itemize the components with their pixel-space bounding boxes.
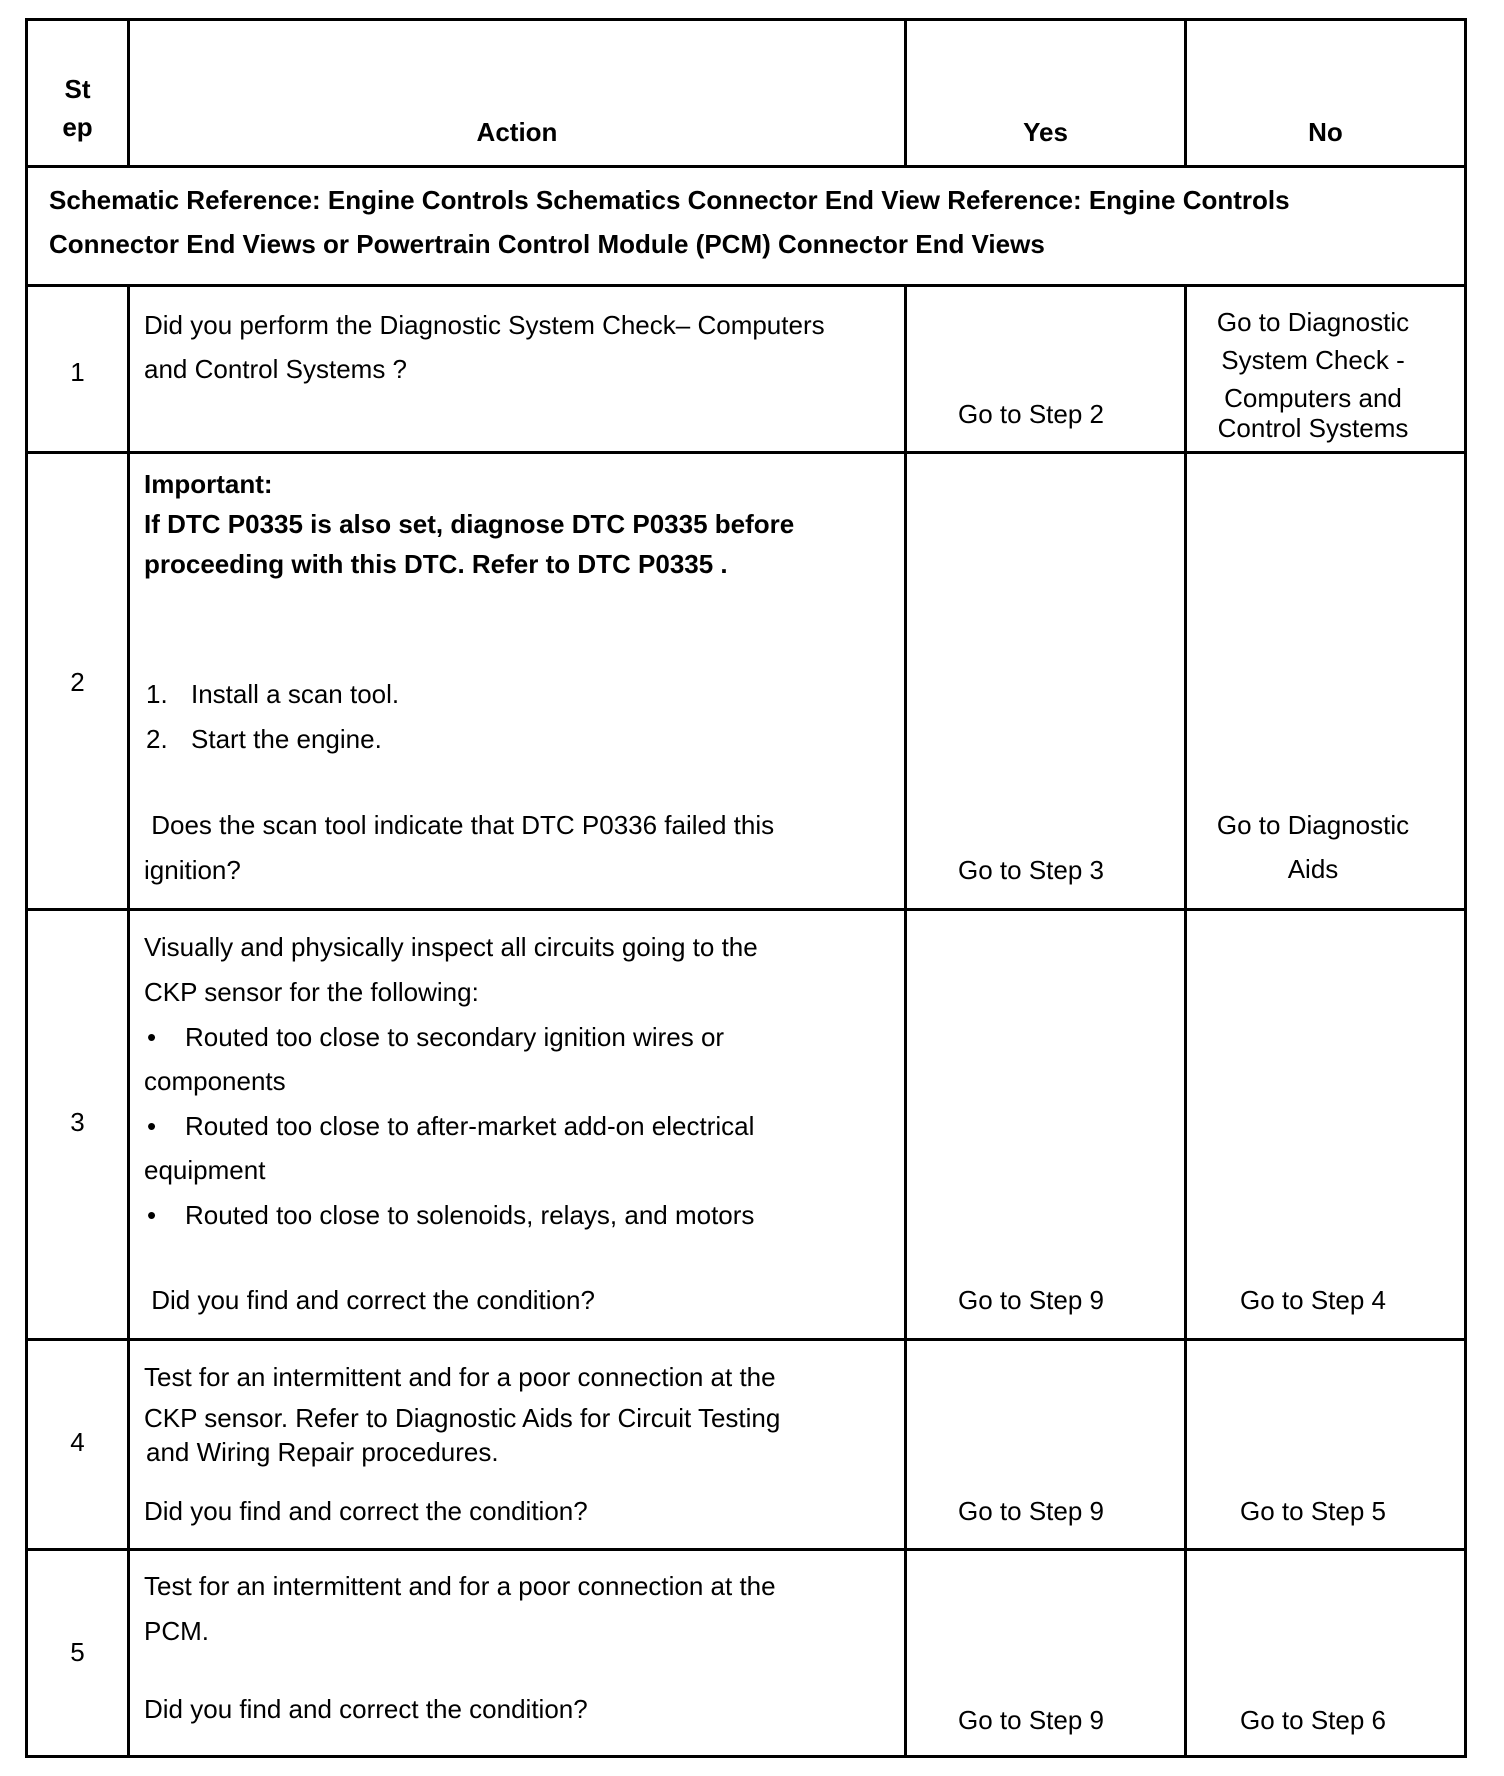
bullet: •	[147, 1200, 157, 1230]
bullet: •	[147, 1111, 157, 1141]
header-yes: Yes	[1023, 117, 1068, 147]
question-text: Did you find and correct the condition?	[144, 1285, 595, 1315]
yes-link[interactable]: Go to Step 2	[958, 399, 1104, 429]
row-divider	[25, 451, 1467, 454]
list-item: Start the engine.	[191, 724, 382, 754]
header-action: Action	[476, 117, 558, 147]
header-step-line: ep	[62, 112, 93, 142]
action-text: Visually and physically inspect all circuits going to the	[144, 932, 758, 962]
step-number: 1	[70, 357, 85, 387]
step-number: 3	[70, 1107, 85, 1137]
header-step	[28, 70, 127, 146]
row-divider	[25, 908, 1467, 911]
schematic-reference-line: Connector End Views or Powertrain Control Module (PCM) Connector End Views	[49, 229, 1045, 259]
bullet-text: components	[144, 1066, 286, 1096]
no-link-line: Go to Diagnostic	[1216, 810, 1410, 840]
question-text: Did you find and correct the condition?	[144, 1694, 588, 1724]
row-divider	[25, 1548, 1467, 1551]
action-text: PCM.	[144, 1616, 209, 1646]
action-text: and Control Systems ?	[144, 354, 408, 384]
bullet-text: equipment	[144, 1155, 266, 1185]
header-divider	[25, 165, 1467, 168]
action-text: CKP sensor for the following:	[144, 977, 479, 1007]
no-link[interactable]: Go to Step 5	[1240, 1496, 1386, 1526]
header-step-line: St	[64, 74, 91, 104]
step-number: 2	[70, 667, 85, 697]
yes-link[interactable]: Go to Step 9	[958, 1285, 1104, 1315]
no-link-line: System Check -	[1221, 345, 1405, 375]
question-text: Did you find and correct the condition?	[144, 1496, 588, 1526]
important-label: Important:	[144, 469, 273, 499]
no-link[interactable]: Go to Step 4	[1240, 1285, 1386, 1315]
column-divider	[904, 284, 907, 1758]
no-link[interactable]: Go to Step 6	[1240, 1705, 1386, 1735]
important-text: If DTC P0335 is also set, diagnose DTC P0335 before	[144, 509, 795, 539]
action-text: Test for an intermittent and for a poor connection at the	[144, 1571, 776, 1601]
no-link[interactable]	[1187, 803, 1439, 891]
action-text: and Wiring Repair procedures.	[146, 1437, 499, 1467]
no-link-line: Aids	[1287, 854, 1339, 884]
column-divider	[1184, 284, 1187, 1758]
bullet: •	[147, 1022, 157, 1052]
row-divider	[25, 1338, 1467, 1341]
reference-divider	[25, 284, 1467, 287]
bullet-text: Routed too close to after-market add-on electrical	[185, 1111, 755, 1141]
list-number: 2.	[146, 724, 168, 754]
no-link[interactable]	[1187, 307, 1439, 444]
action-text: Test for an intermittent and for a poor connection at the	[144, 1362, 776, 1392]
step-number: 5	[70, 1637, 85, 1667]
header-no: No	[1308, 117, 1343, 147]
list-number: 1.	[146, 679, 168, 709]
question-text: ignition?	[144, 855, 241, 885]
yes-link[interactable]: Go to Step 9	[958, 1705, 1104, 1735]
action-text: CKP sensor. Refer to Diagnostic Aids for Circuit Testing	[144, 1403, 781, 1433]
no-link-line: Go to Diagnostic	[1216, 307, 1410, 337]
bullet-text: Routed too close to solenoids, relays, and motors	[185, 1200, 755, 1230]
list-item: Install a scan tool.	[191, 679, 400, 709]
no-link-line: Computers and	[1224, 383, 1402, 413]
step-number: 4	[70, 1427, 85, 1457]
column-divider	[127, 284, 130, 1758]
important-text: proceeding with this DTC. Refer to DTC P0335 .	[144, 549, 728, 579]
question-text: Does the scan tool indicate that DTC P0336 failed this	[144, 810, 775, 840]
yes-link[interactable]: Go to Step 3	[958, 855, 1104, 885]
action-text: Did you perform the Diagnostic System Check– Computers	[144, 310, 825, 340]
yes-link[interactable]: Go to Step 9	[958, 1496, 1104, 1526]
schematic-reference-line: Schematic Reference: Engine Controls Schematics Connector End View Reference: Engine Controls	[49, 185, 1290, 215]
no-link-line: Control Systems	[1217, 413, 1409, 443]
bullet-text: Routed too close to secondary ignition wires or	[185, 1022, 725, 1052]
